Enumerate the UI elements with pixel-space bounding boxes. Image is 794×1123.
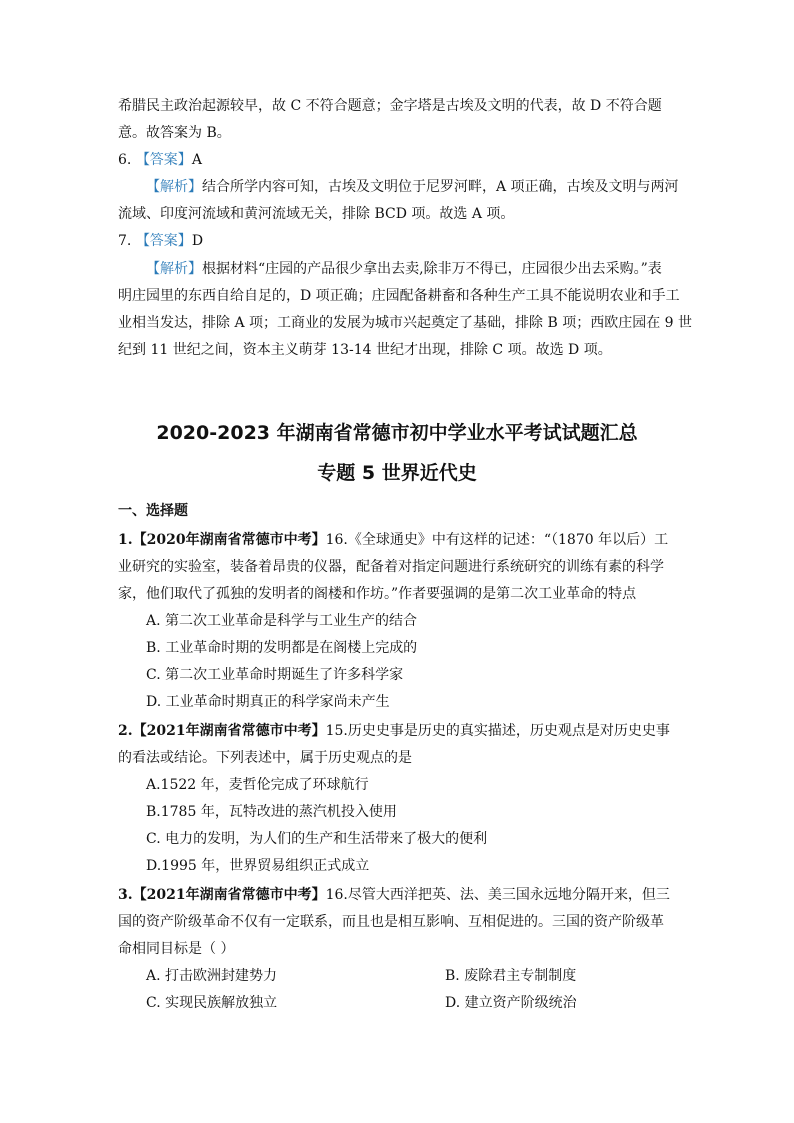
analysis-text: 流域、印度河流域和黄河流域无关，排除 BCD 项。故选 A 项。 xyxy=(118,206,515,222)
section-title: 一、选择题 xyxy=(118,503,188,519)
analysis-text: 业相当发达，排除 A 项；工商业的发展为城市兴起奠定了基础，排除 B 项；西欧庄园在 9 世 xyxy=(118,315,693,331)
option-a: A. 打击欧洲封建势力 xyxy=(146,968,278,984)
option-b: B.1785 年，瓦特改进的蒸汽机投入使用 xyxy=(146,804,397,820)
answer-7 xyxy=(118,231,203,251)
analysis-tag: 【解析】 xyxy=(146,261,202,277)
question-text: 业研究的实验室，装备着昂贵的仪器，配备着对指定问题进行系统研究的训练有素的科学 xyxy=(118,559,664,575)
question-source: 2.【2021年湖南省常德市中考】 xyxy=(118,723,326,739)
question-2-stem xyxy=(118,721,670,741)
question-text: 家，他们取代了孤独的发明者的阁楼和作坊。”作者要强调的是第二次工业革命的特点 xyxy=(118,586,637,602)
option-b: B. 废除君主专制制度 xyxy=(445,968,577,984)
option-a: A. 第二次工业革命是科学与工业生产的结合 xyxy=(146,613,418,629)
analysis-7 xyxy=(146,259,662,279)
document-subtitle: 专题 5 世界近代史 xyxy=(317,462,477,484)
document-title: 2020-2023 年湖南省常德市初中学业水平考试试题汇总 xyxy=(156,422,638,444)
question-text: 的看法或结论。下列表述中，属于历史观点的是 xyxy=(118,750,412,766)
answer-text: 意。故答案为 B。 xyxy=(118,125,231,141)
option-c: C. 第二次工业革命时期诞生了许多科学家 xyxy=(146,667,404,683)
answer-tag: 【答案】 xyxy=(135,152,192,168)
option-d: D.1995 年，世界贸易组织正式成立 xyxy=(146,858,370,874)
analysis-6 xyxy=(146,177,679,197)
question-text: 命相同目标是（ ） xyxy=(118,941,235,957)
option-c: C. 电力的发明，为人们的生产和生活带来了极大的便利 xyxy=(146,831,488,847)
question-1-stem xyxy=(118,530,668,550)
question-text: 16.尽管大西洋把英、法、美三国永远地分隔开来，但三 xyxy=(325,887,670,903)
option-b: B. 工业革命时期的发明都是在阁楼上完成的 xyxy=(146,640,418,656)
question-3-stem xyxy=(118,885,670,905)
question-source: 1.【2020年湖南省常德市中考】 xyxy=(118,532,326,548)
analysis-tag: 【解析】 xyxy=(146,179,202,195)
answer-tag: 【答案】 xyxy=(135,233,192,249)
option-c: C. 实现民族解放独立 xyxy=(146,995,278,1011)
option-d: D. 工业革命时期真正的科学家尚未产生 xyxy=(146,694,390,710)
analysis-text: 根据材料“庄园的产品很少拿出去卖,除非万不得已，庄园很少出去采购。”表 xyxy=(202,261,662,277)
question-text: 16.《全球通史》中有这样的记述：“（1870 年以后）工 xyxy=(325,532,669,548)
question-text: 15.历史史事是历史的真实描述，历史观点是对历史史事 xyxy=(325,723,670,739)
answer-value: A xyxy=(191,152,202,168)
answer-number: 6. xyxy=(118,152,132,168)
analysis-text: 明庄园里的东西自给自足的，D 项正确；庄园配备耕畜和各种生产工具不能说明农业和手工 xyxy=(118,288,680,304)
question-source: 3.【2021年湖南省常德市中考】 xyxy=(118,887,326,903)
option-d: D. 建立资产阶级统治 xyxy=(445,995,577,1011)
answer-6 xyxy=(118,150,202,170)
analysis-text: 纪到 11 世纪之间，资本主义萌芽 13-14 世纪才出现，排除 C 项。故选 D 项。 xyxy=(118,342,612,358)
answer-text: 希腊民主政治起源较早，故 C 不符合题意；金字塔是古埃及文明的代表，故 D 不符合题 xyxy=(118,98,662,114)
analysis-text: 结合所学内容可知，古埃及文明位于尼罗河畔，A 项正确，古埃及文明与两河 xyxy=(202,179,679,195)
answer-number: 7. xyxy=(118,233,132,249)
answer-value: D xyxy=(191,233,204,249)
option-a: A.1522 年，麦哲伦完成了环球航行 xyxy=(146,777,369,793)
question-text: 国的资产阶级革命不仅有一定联系，而且也是相互影响、互相促进的。三国的资产阶级革 xyxy=(118,914,664,930)
